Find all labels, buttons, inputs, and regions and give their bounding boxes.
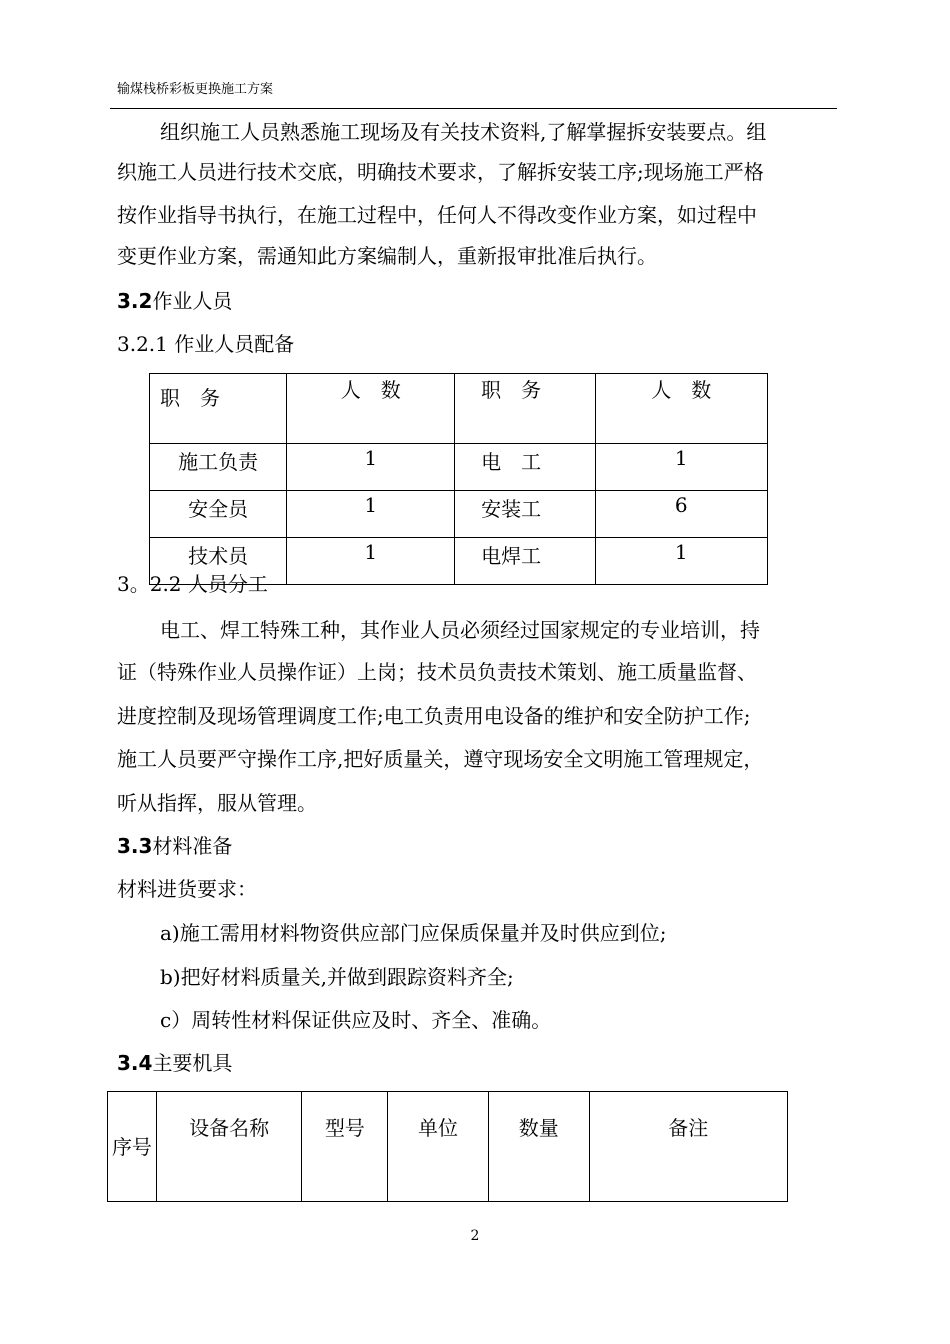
section-heading-3-2-2: 3。2.2 人员分工	[117, 572, 268, 596]
table-cell: 技术员	[150, 538, 287, 585]
table-cell: 6	[595, 491, 767, 538]
paragraph2-line: 进度控制及现场管理调度工作;电工负责用电设备的维护和安全防护工作;	[117, 704, 751, 728]
table-cell: 1	[287, 491, 455, 538]
section-title: 材料准备	[152, 834, 233, 858]
table-cell: 电 工	[455, 444, 595, 491]
section-number: 3.3	[117, 834, 153, 858]
paragraph2-line: 电工、焊工特殊工种，其作业人员必须经过国家规定的专业培训，持	[160, 618, 760, 642]
table-header-row	[150, 374, 768, 444]
materials-item: c）周转性材料保证供应及时、齐全、准确。	[160, 1008, 552, 1032]
section-title: 作业人员	[152, 289, 233, 313]
table-header-cell: 职 务	[150, 374, 287, 444]
table-row	[150, 491, 768, 538]
header-divider	[110, 108, 837, 109]
table-header-cell: 设备名称	[156, 1092, 302, 1202]
table-header-cell: 型号	[302, 1092, 388, 1202]
section-title: 主要机具	[152, 1051, 233, 1075]
paragraph2-line: 施工人员要严守操作工序,把好质量关，遵守现场安全文明施工管理规定，	[117, 747, 764, 771]
table-cell: 施工负责	[150, 444, 287, 491]
section-number: 3.4	[117, 1051, 153, 1075]
table-cell: 电焊工	[455, 538, 595, 585]
table-header-cell: 数量	[488, 1092, 589, 1202]
materials-item: a)施工需用材料物资供应部门应保质保量并及时供应到位;	[160, 921, 667, 945]
table-header-cell: 备注	[589, 1092, 787, 1202]
materials-intro: 材料进货要求：	[117, 877, 257, 901]
table-header-cell: 职 务	[455, 374, 595, 444]
paragraph1-line: 织施工人员进行技术交底，明确技术要求，了解拆安装工序;现场施工严格	[117, 160, 764, 184]
section-heading-3-4	[117, 1047, 232, 1076]
paragraph1-line: 变更作业方案，需通知此方案编制人，重新报审批准后执行。	[117, 244, 657, 268]
table-row	[150, 444, 768, 491]
table-cell: 安装工	[455, 491, 595, 538]
table-header-cell: 序号	[108, 1092, 157, 1202]
table-cell: 1	[287, 538, 455, 585]
table-header-cell: 人 数	[287, 374, 455, 444]
paragraph2-line: 证（特殊作业人员操作证）上岗；技术员负责技术策划、施工质量监督、	[117, 660, 757, 684]
table-header-cell: 单位	[388, 1092, 489, 1202]
paragraph1-line: 按作业指导书执行，在施工过程中，任何人不得改变作业方案，如过程中	[117, 203, 757, 227]
section-heading-3-2	[117, 285, 232, 314]
table-cell: 1	[595, 444, 767, 491]
table-cell: 1	[287, 444, 455, 491]
section-heading-3-3	[117, 830, 232, 859]
paragraph1-line: 组织施工人员熟悉施工现场及有关技术资料,了解掌握拆安装要点。组	[160, 120, 767, 144]
page-number: 2	[470, 1228, 480, 1244]
section-number: 3.2	[117, 289, 153, 313]
table-header-cell: 人 数	[595, 374, 767, 444]
paragraph2-line: 听从指挥，服从管理。	[117, 791, 317, 815]
section-heading-3-2-1: 3.2.1 作业人员配备	[117, 332, 295, 356]
materials-item: b)把好材料质量关,并做到跟踪资料齐全;	[160, 965, 514, 989]
page-header-title: 输煤栈桥彩板更换施工方案	[117, 82, 274, 97]
table-cell: 安全员	[150, 491, 287, 538]
equipment-table	[107, 1091, 788, 1202]
table-cell: 1	[595, 538, 767, 585]
table-header-row	[108, 1092, 788, 1202]
staff-table	[149, 373, 768, 585]
